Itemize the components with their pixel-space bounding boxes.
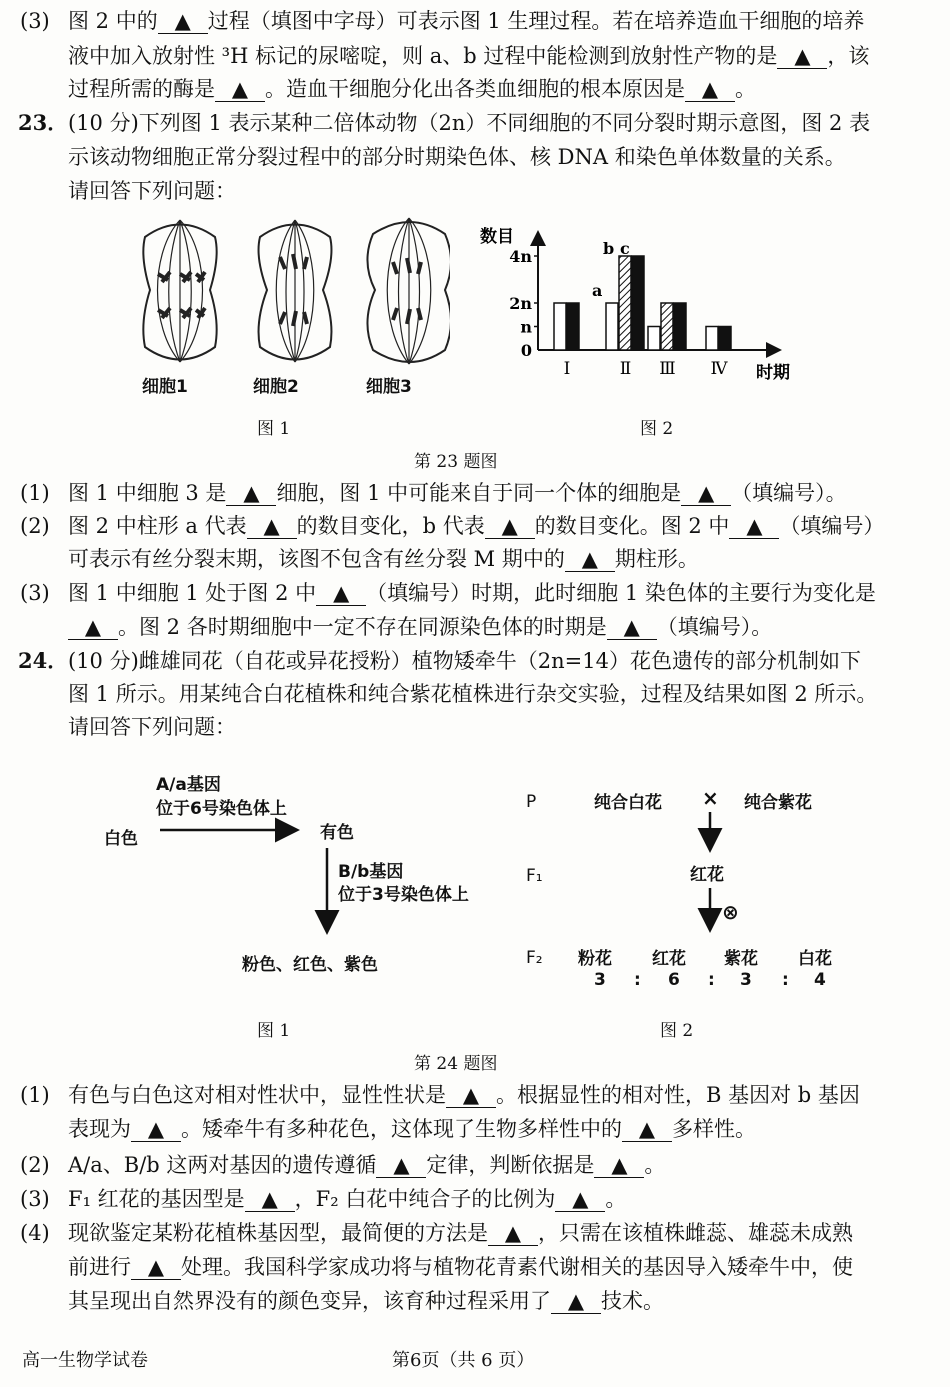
text-segment: （填编号）。 (656, 615, 773, 639)
answer-blank: ▲ (245, 1187, 295, 1212)
answer-blank: ▲ (226, 481, 276, 506)
series-label-a: a (592, 281, 603, 300)
answer-blank: ▲ (131, 1117, 181, 1142)
y-axis-label: 数目 (480, 227, 514, 247)
text-segment: （填编号）时期，此时细胞 1 染色体的主要行为变化是 (366, 581, 876, 605)
self-symbol: ⊗ (722, 900, 739, 924)
answer-blank: ▲ (316, 581, 366, 606)
text-segment: 请回答下列问题： (68, 179, 236, 203)
sub-question-number: (3) (20, 1187, 50, 1211)
gen-p: P (526, 792, 537, 812)
text-segment: 图 1 所示。用某纯合白花植株和纯合紫花植株进行杂交实验，过程及结果如图 2 所示。 (68, 682, 878, 706)
gen-f2: F₂ (526, 948, 543, 968)
text-segment: 现欲鉴定某粉花植株基因型，最简便的方法是 (68, 1221, 488, 1245)
ratio-red: 6 (668, 970, 680, 990)
text-segment: 过程（填图中字母）可表示图 1 生理过程。若在培养造血干细胞的培养 (207, 9, 865, 33)
text-segment: 图 1 中细胞 1 处于图 2 中 (68, 581, 317, 605)
x-tick-label: Ⅱ (619, 359, 632, 379)
white-label: 白色 (104, 829, 138, 849)
question-number: 23． (18, 110, 69, 135)
answer-blank: ▲ (485, 514, 535, 539)
answer-blank: ▲ (622, 1117, 672, 1142)
x-tick-label: Ⅰ (563, 359, 571, 379)
answer-blank: ▲ (488, 1221, 538, 1246)
fig23-fig1-caption: 图 1 (257, 419, 291, 439)
text-segment: ，只需在该植株雌蕊、雄蕊未成熟 (538, 1221, 853, 1245)
answer-blank: ▲ (131, 1255, 181, 1280)
text-segment: ，该 (827, 44, 870, 68)
x-tick-label: Ⅲ (659, 359, 676, 379)
colored-label: 有色 (320, 823, 354, 843)
fig24-fig1-caption: 图 1 (257, 1021, 291, 1041)
sub-question-number: (2) (20, 1153, 50, 1177)
text-segment: 图 2 中的 (68, 9, 158, 33)
question-number: 24． (18, 648, 69, 673)
text-segment: 。 (644, 1153, 666, 1177)
text-segment: ，F₂ 白花中纯合子的比例为 (294, 1187, 556, 1211)
cell-2-label: 细胞2 (253, 377, 299, 397)
cell-3-label: 细胞3 (366, 377, 412, 397)
answer-blank: ▲ (551, 1289, 601, 1314)
footer-page: 第6页（共 6 页） (392, 1350, 535, 1371)
text-segment: 处理。我国科学家成功将与植物花青素代谢相关的基因导入矮牵牛中，使 (181, 1255, 853, 1279)
text-segment: 。根据显性的相对性，B 基因对 b 基因 (496, 1083, 860, 1107)
f2-pink: 粉花 (578, 949, 612, 969)
sub-question-number: (3) (20, 581, 50, 605)
ratio-purple: 3 (740, 970, 752, 990)
text-segment: 过程所需的酶是 (68, 77, 215, 101)
sub-question-number: (4) (20, 1221, 50, 1245)
series-label-c: c (620, 239, 630, 258)
ratio-sep: : (634, 970, 641, 990)
answer-blank: ▲ (729, 514, 779, 539)
answer-blank: ▲ (376, 1153, 426, 1178)
sub-question-number: (3) (20, 9, 50, 33)
answer-blank: ▲ (685, 77, 735, 102)
text-segment: 。造血干细胞分化出各类血细胞的根本原因是 (265, 77, 685, 101)
text-segment: 可表示有丝分裂末期，该图不包含有丝分裂 M 期中的 (68, 547, 565, 571)
answer-blank: ▲ (777, 44, 827, 69)
x-axis-label: 时期 (756, 363, 790, 383)
y-tick-label: 4n (509, 247, 532, 266)
cell-1-label: 细胞1 (142, 377, 188, 397)
footer-left: 高一生物学试卷 (22, 1350, 148, 1371)
fig24-title: 第 24 题图 (414, 1054, 498, 1074)
fig23-title: 第 23 题图 (414, 452, 498, 472)
p-white: 纯合白花 (594, 793, 662, 813)
answer-blank: ▲ (247, 514, 297, 539)
text-segment: 的数目变化。图 2 中 (534, 514, 730, 538)
text-segment: 多样性。 (672, 1117, 756, 1141)
text-segment: 细胞，图 1 中可能来自于同一个体的细胞是 (276, 481, 682, 505)
text-segment: 有色与白色这对相对性状中，显性性状是 (68, 1083, 446, 1107)
series-label-b: b (603, 239, 615, 258)
answer-blank: ▲ (681, 481, 731, 506)
text-segment: （填编号） (779, 514, 885, 538)
sub-question-number: (1) (20, 481, 50, 505)
text-segment: (10 分)下列图 1 表示某种二倍体动物（2n）不同细胞的不同分裂时期示意图，图 2 表 (68, 111, 871, 135)
text-segment: 表现为 (68, 1117, 131, 1141)
answer-blank: ▲ (215, 77, 265, 102)
fig23-fig2-caption: 图 2 (640, 419, 674, 439)
gene-b-line2: 位于3号染色体上 (338, 885, 469, 905)
answer-blank: ▲ (607, 615, 657, 640)
text-segment: 其呈现出自然界没有的颜色变异，该育种过程采用了 (68, 1289, 551, 1313)
answer-blank: ▲ (555, 1187, 605, 1212)
gene-a-line1: A/a基因 (156, 775, 221, 795)
answer-blank: ▲ (565, 547, 615, 572)
p-purple: 纯合紫花 (744, 793, 812, 813)
text-segment: 定律，判断依据是 (426, 1153, 595, 1177)
gene-a-line2: 位于6号染色体上 (156, 799, 287, 819)
text-segment: （填编号）。 (731, 481, 847, 505)
f2-white: 白花 (798, 949, 832, 969)
text-segment: F₁ 红花的基因型是 (68, 1187, 245, 1211)
text-segment: 图 1 中细胞 3 是 (68, 481, 227, 505)
text-segment: 期柱形。 (614, 547, 699, 571)
text-segment: 请回答下列问题： (68, 715, 236, 739)
answer-blank: ▲ (594, 1153, 644, 1178)
text-segment: 技术。 (601, 1289, 664, 1313)
y-tick-label: 0 (520, 341, 532, 360)
text-segment: A/a、B/b 这两对基因的遗传遵循 (68, 1153, 377, 1177)
x-tick-label: Ⅳ (710, 359, 728, 379)
ratio-sep: : (708, 970, 715, 990)
y-tick-label: 2n (509, 294, 532, 313)
y-tick-label: n (520, 317, 532, 337)
sub-question-number: (1) (20, 1083, 50, 1107)
result-colors: 粉色、红色、紫色 (242, 955, 378, 975)
text-segment: 的数目变化，b 代表 (296, 514, 485, 538)
ratio-sep: : (782, 970, 789, 990)
ratio-pink: 3 (594, 970, 606, 990)
answer-blank: ▲ (68, 615, 118, 640)
text-segment: 示该动物细胞正常分裂过程中的部分时期染色体、核 DNA 和染色单体数量的关系。 (68, 145, 846, 169)
gen-f1: F₁ (526, 866, 543, 886)
ratio-white: 4 (814, 970, 826, 990)
cross-symbol: × (702, 786, 719, 810)
f1-red: 红花 (690, 865, 724, 885)
gene-b-line1: B/b基因 (338, 862, 404, 882)
text-segment: (10 分)雌雄同花（自花或异花授粉）植物矮牵牛（2n=14）花色遗传的部分机制如下 (68, 649, 861, 673)
fig24-fig2-caption: 图 2 (660, 1021, 694, 1041)
answer-blank: ▲ (158, 9, 208, 34)
text-segment: 。图 2 各时期细胞中一定不存在同源染色体的时期是 (118, 615, 607, 639)
answer-blank: ▲ (446, 1083, 496, 1108)
text-segment: 图 2 中柱形 a 代表 (68, 514, 247, 538)
f2-red: 红花 (652, 949, 686, 969)
f2-purple: 紫花 (724, 949, 758, 969)
text-segment: 。 (605, 1187, 627, 1211)
text-segment: 前进行 (68, 1255, 131, 1279)
text-segment: 液中加入放射性 ³H 标记的尿嘧啶，则 a、b 过程中能检测到放射性产物的是 (68, 44, 778, 68)
text-segment: 。矮牵牛有多种花色，这体现了生物多样性中的 (181, 1117, 622, 1141)
text-segment: 。 (735, 77, 756, 101)
sub-question-number: (2) (20, 514, 50, 538)
